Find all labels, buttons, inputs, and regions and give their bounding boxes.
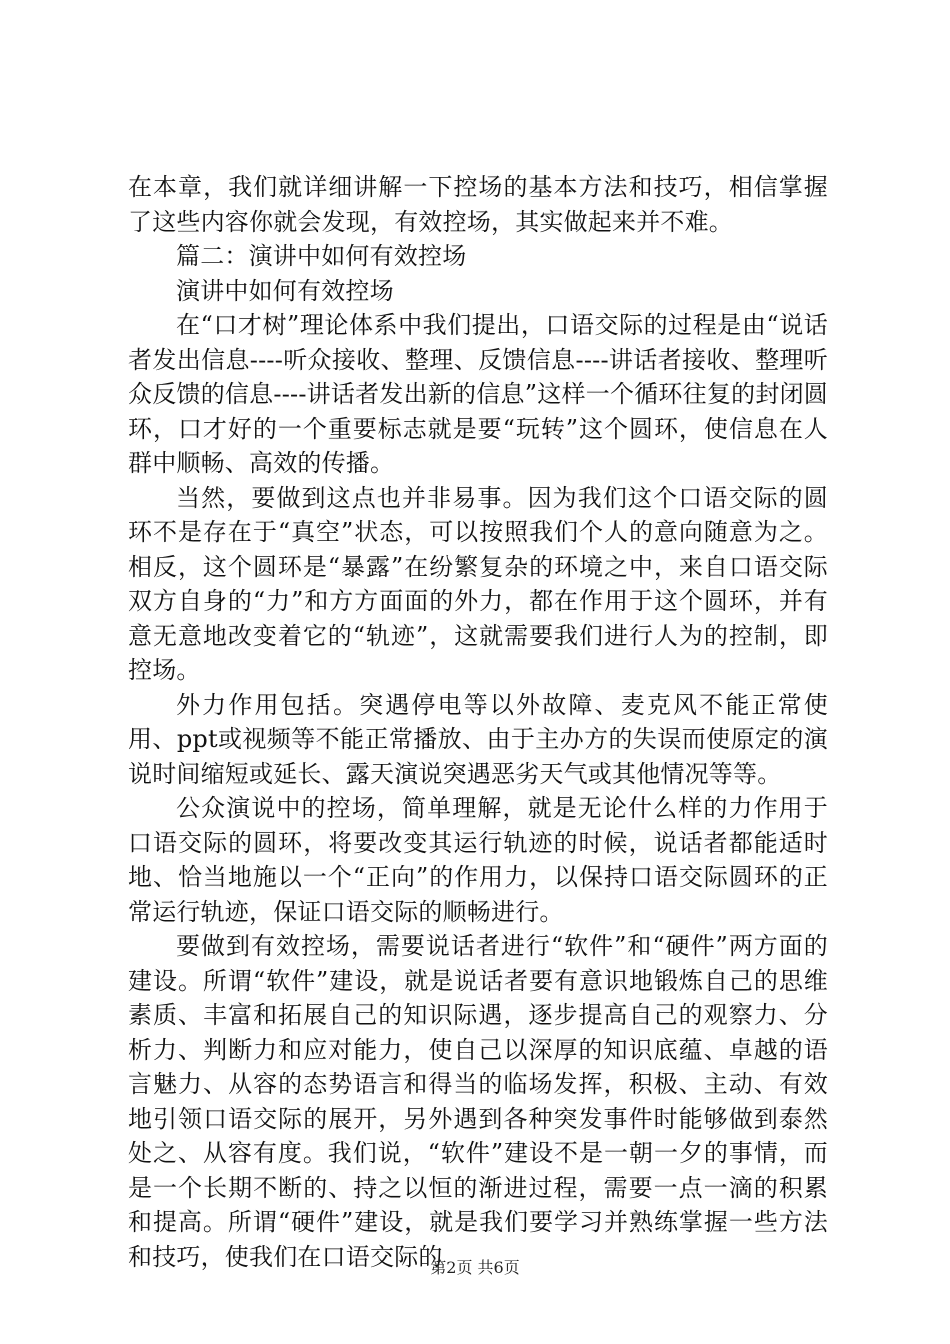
paragraph-5: 公众演说中的控场，简单理解，就是无论什么样的力作用于口语交际的圆环，将要改变其运行轨迹的时候，说话者都能适时地、恰当地施以一个“正向”的作用力，以保持口语交际圆环的正常运行轨迹，保证口语交际的顺畅进行。 [128,794,828,926]
section-heading: 篇二：演讲中如何有效控场 [176,242,467,270]
paragraph-6: 要做到有效控场，需要说话者进行“软件”和“硬件”两方面的建设。所谓“软件”建设，就是说话者要有意识地锻炼自己的思维素质、丰富和拓展自己的知识际遇，逐步提高自己的观察力、分析力、判断力和应对能力，使自己以深厚的知识底蕴、卓越的语言魅力、从容的态势语言和得当的临场发挥，积极、主动、有效地引领口语交际的展开，另外遇到各种突发事件时能够做到泰然处之、从容有度。我们说，“软件”建设不是一朝一夕的事情，而是一个长期不断的、持之以恒的渐进过程，需要一点一滴的积累和提高。所谓“硬件”建设，就是我们要学习并熟练掌握一些方法和技巧，使我们在口语交际的 [128,932,828,1271]
paragraph-2: 在“口才树”理论体系中我们提出，口语交际的过程是由“说话者发出信息----听众接收、整理、反馈信息----讲话者接收、整理听众反馈的信息----讲话者发出新的信息”这样一个循环往复的封闭圆环，口才好的一个重要标志就是要“玩转”这个圆环，使信息在人群中顺畅、高效的传播。 [128,311,828,477]
paragraph-1: 在本章，我们就详细讲解一下控场的基本方法和技巧，相信掌握了这些内容你就会发现，有效控场，其实做起来并不难。 [128,173,828,236]
document-body [128,170,828,1274]
article-title: 演讲中如何有效控场 [176,276,394,305]
paragraph-4: 外力作用包括。突遇停电等以外故障、麦克风不能正常使用、ppt或视频等不能正常播放、由于主办方的失误而使原定的演说时间缩短或延长、露天演说突遇恶劣天气或其他情况等等。 [128,690,828,788]
paragraph-3: 当然，要做到这点也并非易事。因为我们这个口语交际的圆环不是存在于“真空”状态，可以按照我们个人的意向随意为之。相反，这个圆环是“暴露”在纷繁复杂的环境之中，来自口语交际双方自身的“力”和方方面面的外力，都在作用于这个圆环，并有意无意地改变着它的“轨迹”，这就需要我们进行人为的控制，即控场。 [128,483,828,684]
page-number-footer: 第2页 共6页 [430,1258,520,1277]
